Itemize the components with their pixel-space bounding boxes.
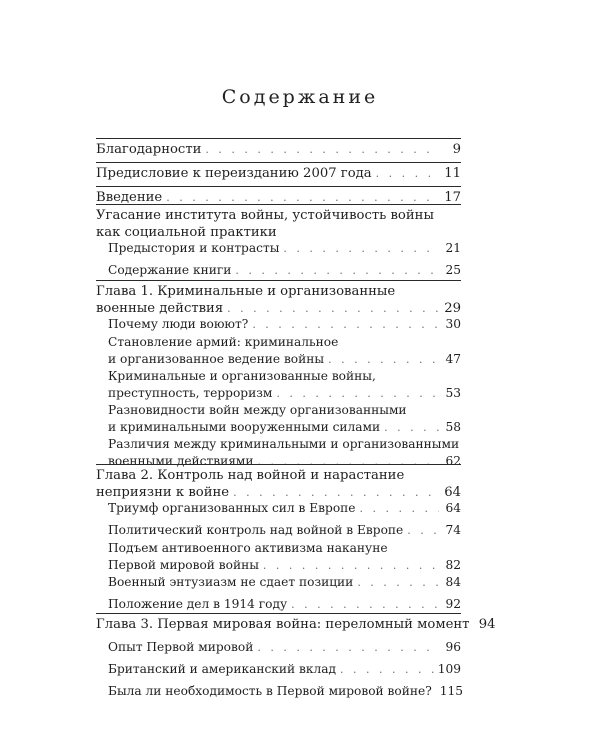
toc-entry-title-line: Введение bbox=[96, 190, 163, 205]
toc-subentry bbox=[108, 316, 461, 334]
toc-subentry bbox=[108, 522, 461, 540]
page-number: 115 bbox=[439, 684, 463, 698]
toc-entry-row bbox=[108, 683, 461, 701]
toc-entry-title-line: Предисловие к переизданию 2007 года bbox=[96, 166, 372, 181]
section-rule bbox=[96, 162, 461, 163]
toc-entry-row bbox=[108, 596, 461, 614]
page-number: 17 bbox=[444, 190, 461, 205]
page-number: 21 bbox=[445, 241, 461, 255]
page-number: 82 bbox=[445, 557, 461, 572]
dot-leader bbox=[357, 575, 439, 592]
page-number: 94 bbox=[478, 617, 496, 632]
toc-subentry bbox=[108, 574, 461, 592]
toc-entry-title-line: военными действиями bbox=[108, 453, 254, 468]
toc-subentry bbox=[108, 402, 461, 436]
toc-entry-title-line: Положение дел в 1914 году bbox=[108, 597, 288, 611]
page-number: 96 bbox=[445, 640, 461, 654]
toc-entry-row bbox=[108, 316, 461, 334]
toc-entry-title-line: Угасание института войны, устойчивость войны bbox=[96, 208, 434, 223]
toc-entry-title-line: Становление армий: криминальное bbox=[108, 335, 339, 349]
dot-leader bbox=[384, 420, 439, 437]
page-number: 29 bbox=[444, 300, 461, 316]
dot-leader bbox=[328, 352, 439, 369]
dot-leader bbox=[360, 501, 440, 518]
toc-entry-row bbox=[96, 301, 461, 318]
toc-subentry bbox=[108, 540, 461, 574]
contents-heading: Содержание bbox=[221, 86, 379, 108]
toc-subentry bbox=[108, 262, 461, 280]
toc-entry-row bbox=[108, 500, 461, 518]
dot-leader bbox=[257, 640, 439, 657]
toc-entry-row bbox=[96, 166, 461, 183]
toc-entry-row bbox=[96, 485, 461, 502]
toc-entry bbox=[96, 208, 461, 241]
toc-entry-title-line: и криминальными вооруженными силами bbox=[108, 419, 381, 434]
page-number: 64 bbox=[444, 484, 461, 500]
section-rule bbox=[96, 464, 461, 465]
toc-entry-title-line: Была ли необходимость в Первой мировой войне? bbox=[108, 684, 432, 698]
toc-entry-row bbox=[96, 225, 461, 242]
section-rule bbox=[96, 186, 461, 187]
toc-entry-title-line: преступность, терроризм bbox=[108, 385, 273, 400]
toc-entry-row bbox=[108, 557, 461, 575]
toc-entry-title-line: Глава 3. Первая мировая война: переломный момент bbox=[96, 617, 470, 632]
toc-subentry bbox=[108, 661, 461, 679]
dot-leader bbox=[376, 166, 439, 183]
dot-leader bbox=[227, 301, 439, 318]
toc-entry-title-line: Подъем антивоенного активизма накануне bbox=[108, 541, 388, 555]
page-number: 53 bbox=[445, 385, 461, 400]
toc-entry-row bbox=[108, 351, 461, 369]
toc-entry-title-line: Глава 2. Контроль над войной и нарастание bbox=[96, 468, 405, 483]
toc-entry bbox=[96, 166, 461, 183]
toc-entry bbox=[96, 468, 461, 501]
page-number: 74 bbox=[445, 523, 461, 537]
dot-leader bbox=[233, 485, 439, 502]
toc-entry-row bbox=[108, 639, 461, 657]
toc-entry-row bbox=[108, 240, 461, 258]
toc-subentry bbox=[108, 240, 461, 258]
toc-entry-title-line: Предыстория и контрасты bbox=[108, 241, 280, 255]
page-number: 58 bbox=[445, 419, 461, 434]
dot-leader bbox=[276, 386, 439, 403]
toc-subentry bbox=[108, 500, 461, 518]
page-number: 30 bbox=[445, 317, 461, 331]
page-number: 47 bbox=[445, 351, 461, 366]
toc-entry-row bbox=[108, 262, 461, 280]
toc-entry-row bbox=[108, 419, 461, 437]
toc-entry-row bbox=[96, 142, 461, 159]
toc-subentry bbox=[108, 639, 461, 657]
section-rule bbox=[96, 613, 461, 614]
toc-entry bbox=[96, 284, 461, 317]
section-rule bbox=[96, 280, 461, 281]
toc-entry-title-line: Глава 1. Криминальные и организованные bbox=[96, 284, 396, 299]
section-rule bbox=[96, 204, 461, 205]
toc-entry-row bbox=[108, 574, 461, 592]
toc-entry-title-line: Содержание книги bbox=[108, 263, 232, 277]
toc-entry-row bbox=[108, 385, 461, 403]
toc-entry-title-line: Первой мировой войны bbox=[108, 557, 259, 572]
toc-entry-title-line: Почему люди воюют? bbox=[108, 317, 249, 331]
page-number: 109 bbox=[437, 662, 461, 676]
toc-subentry bbox=[108, 683, 461, 701]
section-rule bbox=[96, 138, 461, 139]
toc-entry-title-line: и организованное ведение войны bbox=[108, 351, 325, 366]
toc-subentry bbox=[108, 596, 461, 614]
toc-entry-title-line: Разновидности войн между организованными bbox=[108, 403, 407, 417]
page-number: 9 bbox=[452, 142, 461, 157]
toc-entry-title-line: неприязни к войне bbox=[96, 484, 230, 500]
toc-entry-title-line: Триумф организованных сил в Европе bbox=[108, 501, 356, 515]
toc-entry-row bbox=[108, 522, 461, 540]
page-number: 92 bbox=[445, 597, 461, 611]
toc-entry-title-line: Британский и американский вклад bbox=[108, 662, 337, 676]
page-number: 64 bbox=[445, 501, 461, 515]
toc-entry-title-line: как социальной практики bbox=[96, 224, 277, 240]
page-number: 11 bbox=[444, 166, 461, 181]
toc-entry-title-line: Военный энтузиазм не сдает позиции bbox=[108, 575, 354, 589]
dot-leader bbox=[291, 597, 439, 614]
dot-leader bbox=[263, 558, 439, 575]
dot-leader bbox=[205, 142, 439, 159]
page-number: 62 bbox=[445, 453, 461, 468]
toc-entry-row bbox=[96, 617, 496, 634]
dot-leader bbox=[283, 241, 439, 258]
toc-subentry bbox=[108, 368, 461, 402]
toc-entry bbox=[96, 617, 496, 634]
dot-leader bbox=[252, 317, 439, 334]
dot-leader bbox=[407, 523, 439, 540]
toc-entry-title-line: Различия между криминальными и организованными bbox=[108, 437, 460, 451]
toc-entry-row bbox=[108, 661, 461, 679]
toc-entry bbox=[96, 142, 461, 159]
toc-entry-title-line: Опыт Первой мировой bbox=[108, 640, 254, 654]
toc-entry-title-line: Политический контроль над войной в Европе bbox=[108, 523, 404, 537]
toc-entry-title-line: Криминальные и организованные войны, bbox=[108, 369, 376, 383]
dot-leader bbox=[340, 662, 434, 679]
toc-entry-title-line: военные действия bbox=[96, 300, 224, 316]
dot-leader bbox=[235, 263, 439, 280]
page-number: 84 bbox=[445, 575, 461, 589]
toc-entry-title-line: Благодарности bbox=[96, 142, 202, 157]
page-number: 25 bbox=[445, 263, 461, 277]
toc-subentry bbox=[108, 334, 461, 368]
